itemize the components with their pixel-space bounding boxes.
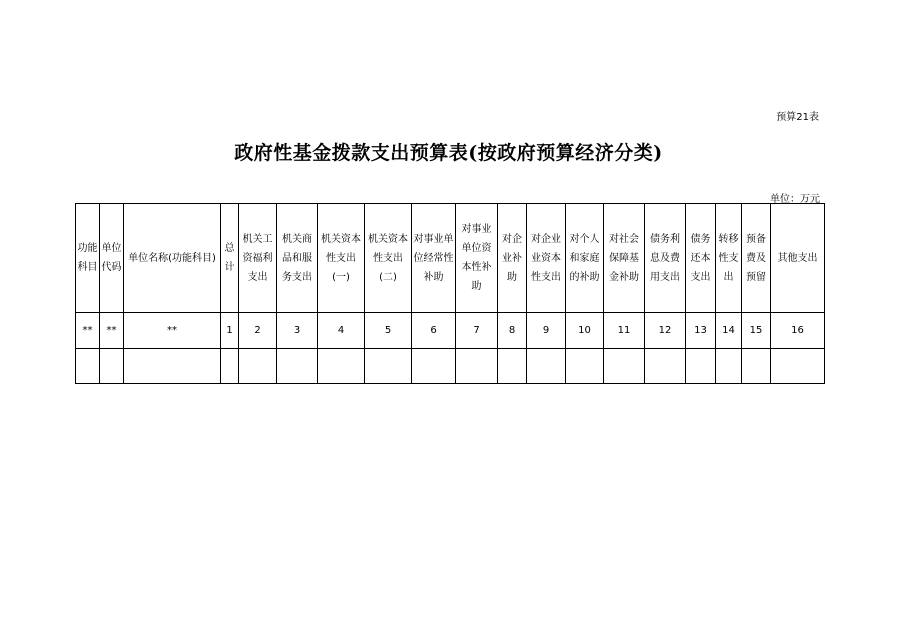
index-cell: 1 [221, 313, 239, 349]
table-row [76, 313, 825, 349]
header-cell: 对企业业资本性支出 [527, 204, 566, 313]
header-cell: 对事业单位资本性补助 [456, 204, 498, 313]
table-cell [527, 349, 566, 384]
table-cell [412, 349, 456, 384]
table-cell [76, 349, 100, 384]
table-cell [318, 349, 365, 384]
table-cell [742, 349, 771, 384]
index-cell: 14 [716, 313, 742, 349]
table-cell [604, 349, 645, 384]
header-cell: 机关工资福利支出 [239, 204, 277, 313]
index-cell: 4 [318, 313, 365, 349]
table-cell [456, 349, 498, 384]
index-cell: 10 [566, 313, 604, 349]
budget-table [75, 203, 825, 384]
header-cell: 机关商品和服务支出 [277, 204, 318, 313]
table-cell [645, 349, 686, 384]
table-cell [221, 349, 239, 384]
form-number: 预算21表 [776, 112, 819, 123]
header-cell: 机关资本性支出(二) [365, 204, 412, 313]
header-cell: 其他支出 [771, 204, 825, 313]
header-cell: 单位名称(功能科目) [124, 204, 221, 313]
index-cell: 11 [604, 313, 645, 349]
table-cell [239, 349, 277, 384]
header-cell: 对个人和家庭的补助 [566, 204, 604, 313]
index-cell: 16 [771, 313, 825, 349]
index-cell: 8 [498, 313, 527, 349]
table-cell [566, 349, 604, 384]
index-cell: ** [76, 313, 100, 349]
unit-label: 单位：万元 [770, 194, 820, 205]
index-cell: ** [100, 313, 124, 349]
index-cell: 2 [239, 313, 277, 349]
index-cell: 12 [645, 313, 686, 349]
header-cell: 对事业单位经常性补助 [412, 204, 456, 313]
index-cell: 15 [742, 313, 771, 349]
table-cell [686, 349, 716, 384]
index-cell: 6 [412, 313, 456, 349]
index-cell: 5 [365, 313, 412, 349]
header-cell: 机关资本性支出(一) [318, 204, 365, 313]
index-cell: 7 [456, 313, 498, 349]
index-cell: 13 [686, 313, 716, 349]
header-cell: 单位代码 [100, 204, 124, 313]
table-cell [100, 349, 124, 384]
index-cell: 9 [527, 313, 566, 349]
index-cell: 3 [277, 313, 318, 349]
table-cell [277, 349, 318, 384]
page-title: 政府性基金拨款支出预算表(按政府预算经济分类) [234, 142, 663, 164]
table-header-row [76, 204, 825, 313]
header-cell: 债务利息及费用支出 [645, 204, 686, 313]
header-cell: 对社会保障基金补助 [604, 204, 645, 313]
header-cell: 对企业补助 [498, 204, 527, 313]
header-cell: 转移性支出 [716, 204, 742, 313]
header-cell: 总计 [221, 204, 239, 313]
table-cell [124, 349, 221, 384]
index-cell: ** [124, 313, 221, 349]
table-cell [716, 349, 742, 384]
table-cell [771, 349, 825, 384]
table-row [76, 349, 825, 384]
table-cell [498, 349, 527, 384]
header-cell: 预备费及预留 [742, 204, 771, 313]
header-cell: 功能科目 [76, 204, 100, 313]
header-cell: 债务还本支出 [686, 204, 716, 313]
table-cell [365, 349, 412, 384]
